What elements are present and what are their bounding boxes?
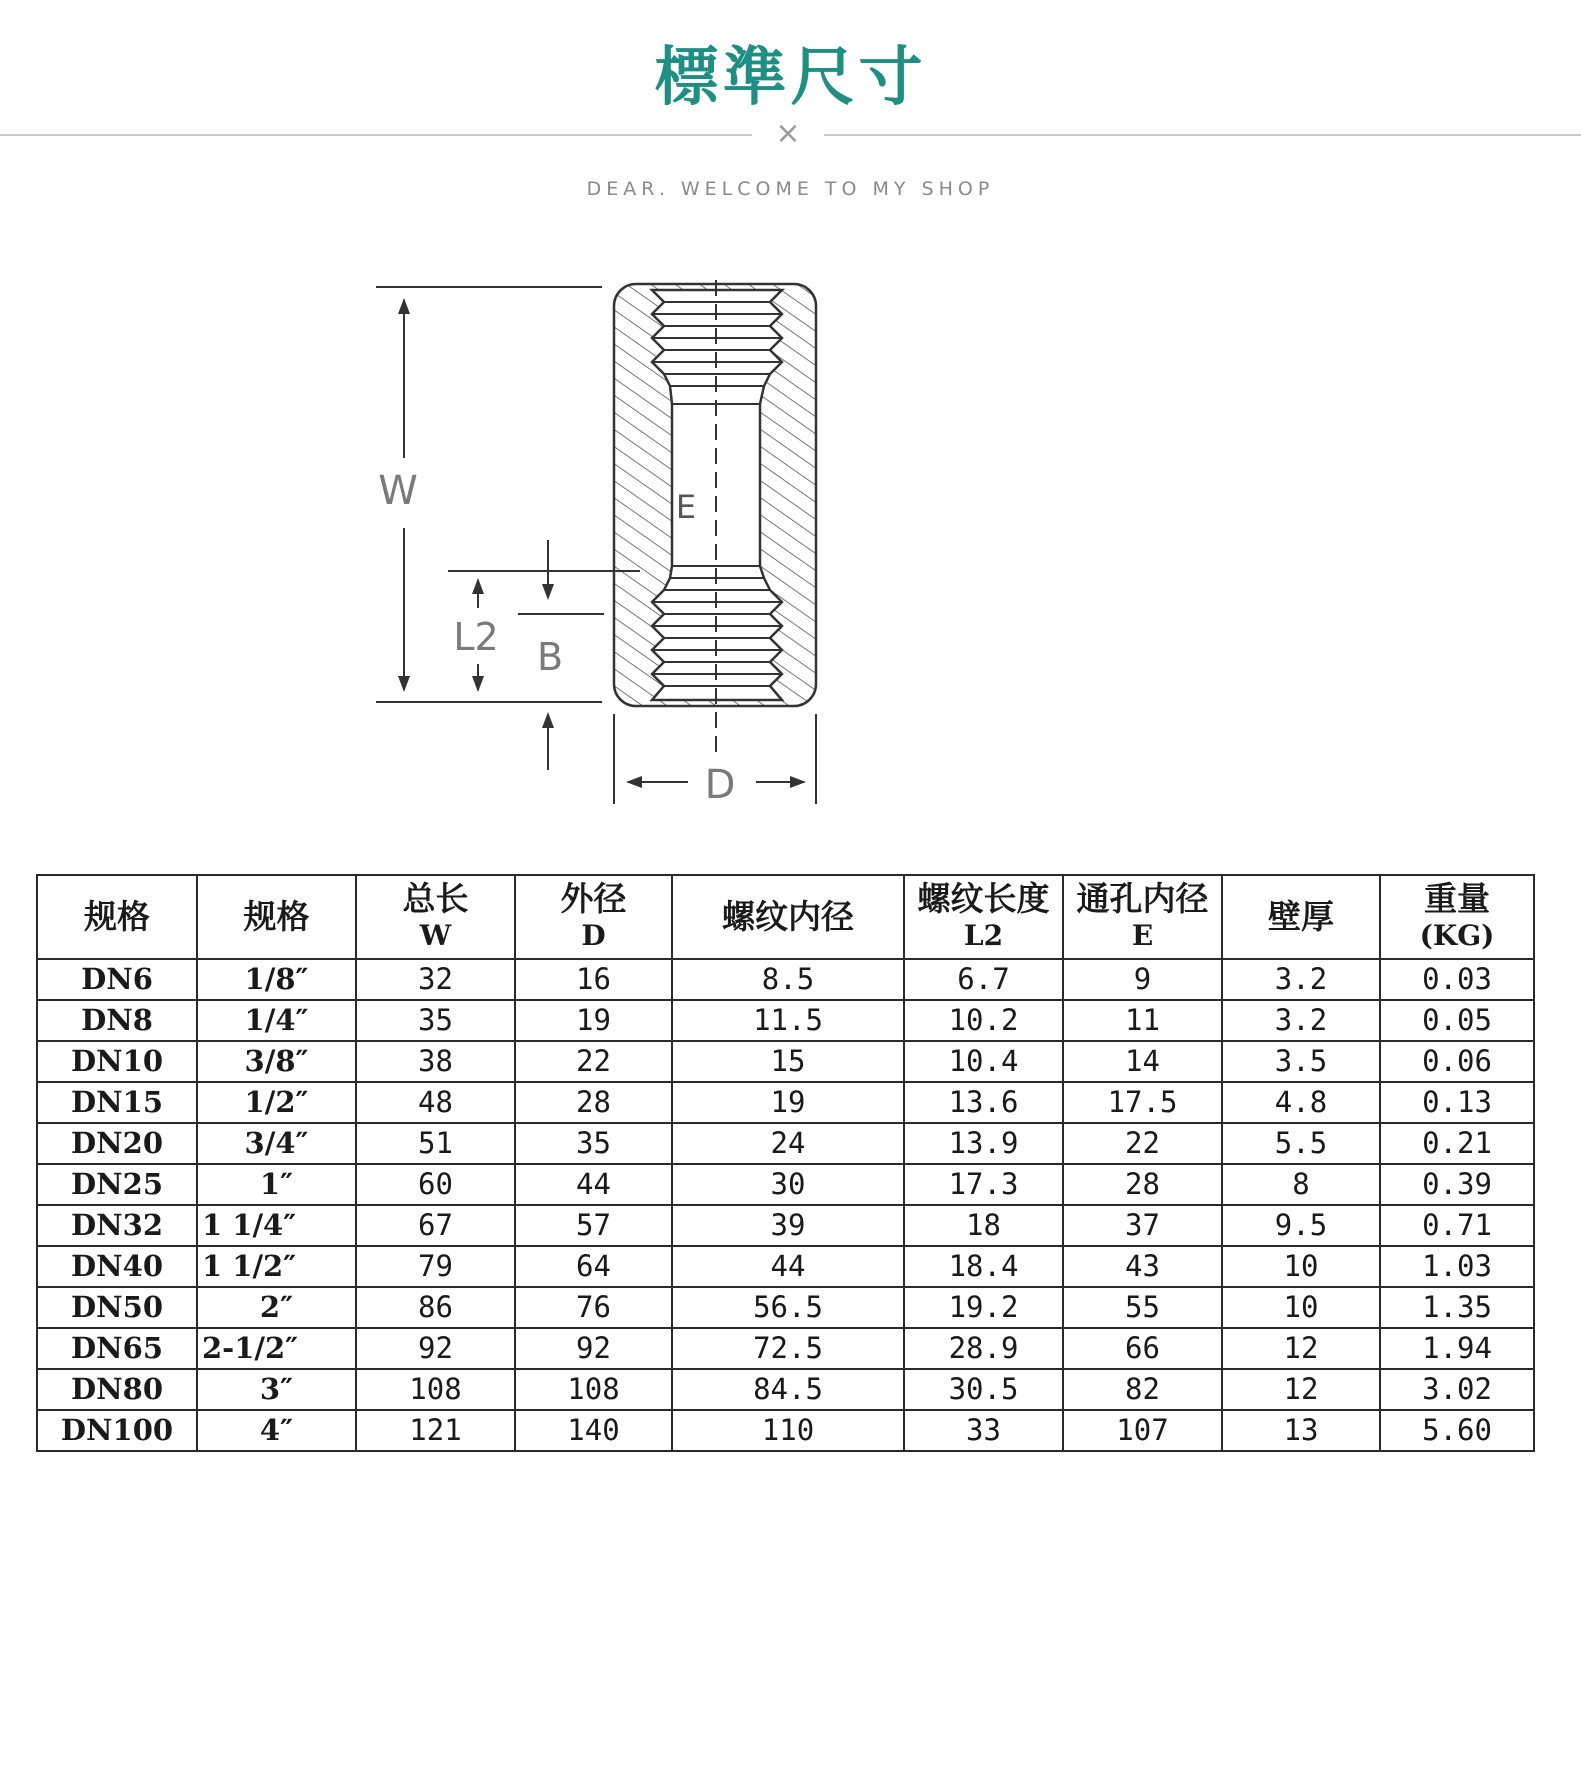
coupling-body — [614, 280, 816, 752]
table-row — [37, 1000, 1534, 1041]
table-cell: 72.5 — [672, 1328, 904, 1369]
column-header-label: 螺纹长度 — [917, 879, 1050, 918]
table-cell: 12 — [1222, 1328, 1380, 1369]
table-cell: 66 — [1063, 1328, 1222, 1369]
table-cell: DN6 — [37, 959, 197, 1000]
table-cell: 107 — [1063, 1410, 1222, 1451]
table-cell: 84.5 — [672, 1369, 904, 1410]
table-cell: 13 — [1222, 1410, 1380, 1451]
table-row — [37, 1082, 1534, 1123]
table-row — [37, 1287, 1534, 1328]
table-cell: 3.2 — [1222, 959, 1380, 1000]
table-cell: 108 — [515, 1369, 672, 1410]
table-cell: 3.02 — [1380, 1369, 1534, 1410]
column-header-unit: L2 — [963, 919, 1004, 952]
table-cell: 1/8″ — [197, 959, 356, 1000]
w-label: W — [378, 468, 418, 514]
column-header-unit: W — [419, 919, 452, 952]
table-cell: 0.06 — [1380, 1041, 1534, 1082]
table-cell: 60 — [356, 1164, 515, 1205]
column-header-label: 规格 — [84, 897, 150, 936]
column-header — [515, 875, 672, 959]
column-header-label: 规格 — [243, 897, 310, 936]
table-cell: 14 — [1063, 1041, 1222, 1082]
table-cell: DN15 — [37, 1082, 197, 1123]
table-cell: 30 — [672, 1164, 904, 1205]
table-cell: 9 — [1063, 959, 1222, 1000]
b-dimension — [518, 540, 604, 770]
table-cell: DN20 — [37, 1123, 197, 1164]
table-row — [37, 1410, 1534, 1451]
table-cell: 32 — [356, 959, 515, 1000]
table-cell: 8 — [1222, 1164, 1380, 1205]
table-cell: 64 — [515, 1246, 672, 1287]
l2-label: L2 — [453, 615, 499, 659]
coupling-diagram — [0, 0, 1581, 820]
table-cell: 28 — [1063, 1164, 1222, 1205]
table-cell: 28.9 — [904, 1328, 1063, 1369]
column-header-unit: D — [581, 919, 606, 952]
table-cell: 8.5 — [672, 959, 904, 1000]
table-row — [37, 1369, 1534, 1410]
table-cell: 10.2 — [904, 1000, 1063, 1041]
column-header — [1380, 875, 1534, 959]
table-cell: 44 — [515, 1164, 672, 1205]
table-cell: 3.5 — [1222, 1041, 1380, 1082]
table-cell: 13.9 — [904, 1123, 1063, 1164]
table-row — [37, 1041, 1534, 1082]
table-cell: 11.5 — [672, 1000, 904, 1041]
table-cell: 82 — [1063, 1369, 1222, 1410]
table-cell: 2-1/2″ — [197, 1328, 356, 1369]
table-cell: 33 — [904, 1410, 1063, 1451]
table-cell: 110 — [672, 1410, 904, 1451]
table-cell: 57 — [515, 1205, 672, 1246]
d-dimension — [614, 714, 816, 808]
column-header-label: 通孔内径 — [1076, 879, 1209, 918]
table-cell: 3/4″ — [197, 1123, 356, 1164]
table-cell: 37 — [1063, 1205, 1222, 1246]
table-cell: 0.13 — [1380, 1082, 1534, 1123]
table-cell: 19 — [672, 1082, 904, 1123]
table-cell: 0.03 — [1380, 959, 1534, 1000]
column-header-unit: (KG) — [1419, 919, 1495, 952]
table-cell: 0.21 — [1380, 1123, 1534, 1164]
table-row — [37, 1328, 1534, 1369]
table-cell: 35 — [356, 1000, 515, 1041]
table-cell: 6.7 — [904, 959, 1063, 1000]
column-header — [1063, 875, 1222, 959]
table-cell: 67 — [356, 1205, 515, 1246]
table-cell: 2″ — [197, 1287, 356, 1328]
column-header-label: 壁厚 — [1268, 897, 1334, 936]
table-cell: 10.4 — [904, 1041, 1063, 1082]
d-label: D — [704, 762, 736, 808]
table-cell: 9.5 — [1222, 1205, 1380, 1246]
table-row — [37, 959, 1534, 1000]
column-header-unit: E — [1131, 919, 1154, 952]
table-row — [37, 1123, 1534, 1164]
table-cell: 44 — [672, 1246, 904, 1287]
column-header — [904, 875, 1063, 959]
table-cell: 0.71 — [1380, 1205, 1534, 1246]
table-cell: 76 — [515, 1287, 672, 1328]
table-cell: 92 — [515, 1328, 672, 1369]
table-cell: 56.5 — [672, 1287, 904, 1328]
table-cell: 17.5 — [1063, 1082, 1222, 1123]
table-cell: 28 — [515, 1082, 672, 1123]
table-cell: 5.60 — [1380, 1410, 1534, 1451]
table-cell: 17.3 — [904, 1164, 1063, 1205]
table-cell: 19 — [515, 1000, 672, 1041]
e-label: E — [675, 488, 697, 526]
table-cell: 18 — [904, 1205, 1063, 1246]
table-cell: DN8 — [37, 1000, 197, 1041]
table-cell: 108 — [356, 1369, 515, 1410]
table-cell: 1.94 — [1380, 1328, 1534, 1369]
table-header-row — [37, 875, 1534, 959]
table-cell: 5.5 — [1222, 1123, 1380, 1164]
table-cell: DN65 — [37, 1328, 197, 1369]
table-cell: DN80 — [37, 1369, 197, 1410]
table-cell: 140 — [515, 1410, 672, 1451]
column-header — [672, 875, 904, 959]
table-cell: 51 — [356, 1123, 515, 1164]
table-cell: 16 — [515, 959, 672, 1000]
table-cell: 121 — [356, 1410, 515, 1451]
table-cell: DN40 — [37, 1246, 197, 1287]
table-cell: 11 — [1063, 1000, 1222, 1041]
table-cell: 92 — [356, 1328, 515, 1369]
table-cell: 1/2″ — [197, 1082, 356, 1123]
table-cell: 15 — [672, 1041, 904, 1082]
table-cell: 1.03 — [1380, 1246, 1534, 1287]
table-cell: 30.5 — [904, 1369, 1063, 1410]
column-header — [37, 875, 197, 959]
column-header-label: 螺纹内径 — [722, 897, 854, 936]
table-cell: 1 1/2″ — [197, 1246, 356, 1287]
table-cell: 55 — [1063, 1287, 1222, 1328]
table-cell: DN50 — [37, 1287, 197, 1328]
table-cell: 35 — [515, 1123, 672, 1164]
column-header-label: 外径 — [560, 879, 627, 918]
table-cell: 4″ — [197, 1410, 356, 1451]
table-cell: DN32 — [37, 1205, 197, 1246]
table-cell: 22 — [1063, 1123, 1222, 1164]
column-header — [356, 875, 515, 959]
column-header — [1222, 875, 1380, 959]
table-row — [37, 1164, 1534, 1205]
table-cell: 0.39 — [1380, 1164, 1534, 1205]
table-cell: DN25 — [37, 1164, 197, 1205]
table-cell: 38 — [356, 1041, 515, 1082]
table-row — [37, 1205, 1534, 1246]
table-cell: 13.6 — [904, 1082, 1063, 1123]
welcome-subtitle: DEAR. WELCOME TO MY SHOP — [586, 178, 995, 200]
close-icon: × — [775, 116, 801, 151]
table-cell: 4.8 — [1222, 1082, 1380, 1123]
column-header — [197, 875, 356, 959]
table-cell: 0.05 — [1380, 1000, 1534, 1041]
table-cell: 3″ — [197, 1369, 356, 1410]
table-cell: 1/4″ — [197, 1000, 356, 1041]
table-cell: DN10 — [37, 1041, 197, 1082]
table-cell: 22 — [515, 1041, 672, 1082]
table-cell: 79 — [356, 1246, 515, 1287]
table-body — [37, 959, 1534, 1451]
table-cell: 3/8″ — [197, 1041, 356, 1082]
table-cell: 1.35 — [1380, 1287, 1534, 1328]
table-row — [37, 1246, 1534, 1287]
table-cell: 3.2 — [1222, 1000, 1380, 1041]
spec-table — [36, 874, 1535, 1452]
table-cell: 48 — [356, 1082, 515, 1123]
page-title: 標準尺寸 — [654, 40, 927, 115]
table-cell: 12 — [1222, 1369, 1380, 1410]
table-cell: 39 — [672, 1205, 904, 1246]
table-cell: 10 — [1222, 1287, 1380, 1328]
column-header-label: 总长 — [402, 879, 469, 918]
table-cell: 18.4 — [904, 1246, 1063, 1287]
table-cell: 24 — [672, 1123, 904, 1164]
table-cell: 1″ — [197, 1164, 356, 1205]
table-cell: 1 1/4″ — [197, 1205, 356, 1246]
table-cell: 86 — [356, 1287, 515, 1328]
table-cell: 19.2 — [904, 1287, 1063, 1328]
table-cell: DN100 — [37, 1410, 197, 1451]
b-label: B — [536, 635, 564, 679]
table-cell: 10 — [1222, 1246, 1380, 1287]
column-header-label: 重量 — [1424, 879, 1490, 918]
table-cell: 43 — [1063, 1246, 1222, 1287]
